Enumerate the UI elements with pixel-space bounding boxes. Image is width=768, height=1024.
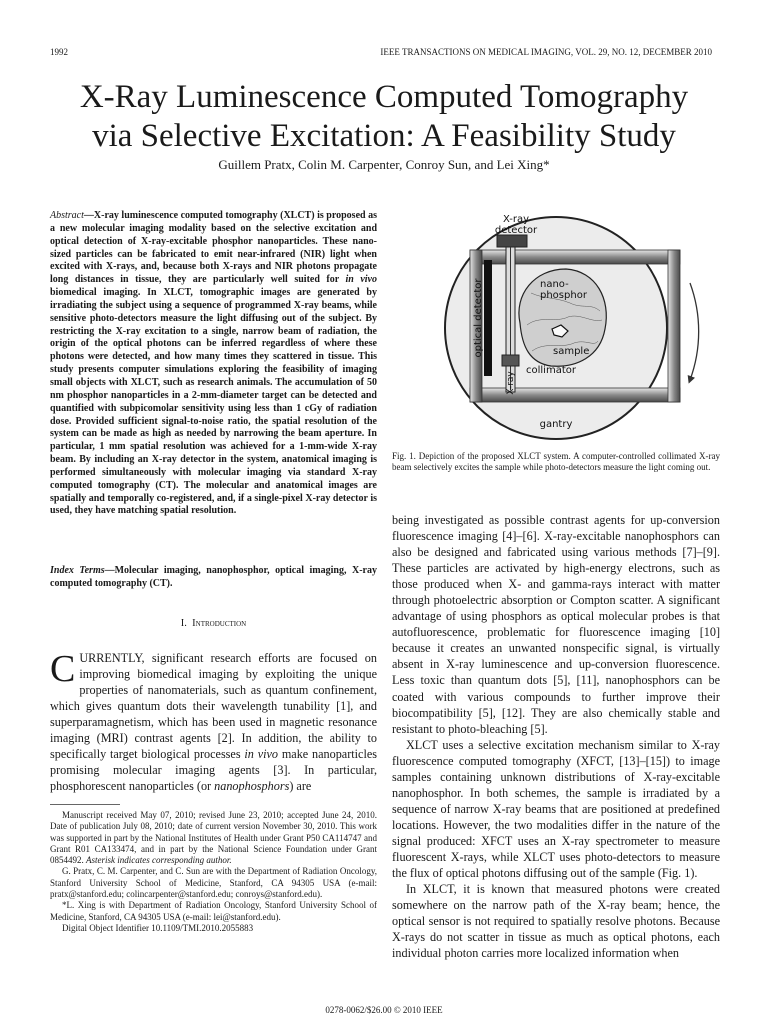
footnote-manuscript — [50, 810, 377, 866]
abstract-label: Abstract — [50, 210, 84, 221]
index-terms — [50, 565, 377, 591]
figure-xlct-system — [428, 205, 728, 440]
index-terms-text: —Molecular imaging, nanophosphor, optical imaging, X-ray computed tomography (CT). — [50, 565, 377, 589]
abstract-in-vivo: in vivo — [345, 274, 377, 286]
footnote-manuscript-text: Manuscript received May 07, 2010; revised June 23, 2010; accepted June 24, 2010. Date of publication July 08, 2010; date of current version November 30, 2010. This work was supported in part by the National Institutes of Health under Grant P50 CA114747 and Grant R01 CA133474, and in part by the National Science Foundation under Grant 0854492. — [50, 810, 377, 866]
optical-detector-panel — [484, 260, 492, 376]
fig-label-xray-beam: X-ray — [506, 371, 516, 395]
page-number: 1992 — [50, 47, 68, 57]
title-line-1: X-Ray Luminescence Computed Tomography — [79, 79, 689, 115]
fig-label-sample: sample — [553, 346, 590, 357]
abstract — [50, 210, 377, 518]
section-number: I. — [180, 618, 187, 629]
footnote-corresponding: *L. Xing is with Department of Radiation Oncology, Stanford University School of Medicine, Stanford, CA 94305 USA (e-mail: lei@stanford.edu). — [50, 900, 377, 922]
right-paragraph-1: being investigated as possible contrast agents for up-conversion fluorescence imaging [4]–[6]. X-ray-excitable nanophosphors can also be designed and fabricated using various methods [7]–[9]. These particles are activated by high-energy electrons, such as those produced when X- and gamma-rays interact with matter through photoelectric absorption or Compton scatter. A significant advantage of using phosphors as optical molecular probes is that autofluorescence, problematic for fluorescence imaging [10] because it creates an unwanted nonspecific signal, is virtually absent in X-ray luminescence and up-conversion fluorescence. Less toxic than quantum dots [5], [11], nanophosphors can be coated with various compounds to further improve their biocompatibility [5], [12]. They are also chemically stable and resistant to photo-bleaching [5]. — [392, 513, 720, 736]
right-paragraph-2: XLCT uses a selective excitation mechanism similar to X-ray fluorescence computed tomography (XFCT, [13]–[15]) to image samples containing unknown distributions of X-ray-excitable nanophosphor. In both schemes, the sample is irradiated by a sequence of narrow X-ray beams that are positioned at predefined locations. However, the two modalities differ in the nature of the signal produced: XFCT uses an X-ray spectrometer to measure fluorescent X-rays, while XLCT uses photo-detectors to measure the flux of optical photons diffusing out of the sample (Fig. 1). — [392, 737, 720, 881]
section-first-letter: I — [192, 618, 196, 629]
right-column-text — [392, 512, 720, 961]
intro-caps: URRENTLY, — [79, 651, 145, 665]
intro-text-2: make nanoparticles promising molecular imaging agents [3]. In particular, phosphorescent nanoparticles (or — [50, 747, 377, 794]
intro-text-1: significant research efforts are focused on improving biomedical imaging by exploiting the unique properties of nanomaterials, such as quantum confinement, which gives quantum dots their wavelength tunability [1], and superparamagnetism, which has been used in magnetic resonance imaging (MRI) contrast agents [2]. In addition, the ability to specifically target biological processes — [50, 651, 377, 762]
fig-label-xray-detector-line1: X-ray — [502, 214, 530, 225]
top-bar — [470, 250, 680, 264]
intro-text-3: ) are — [289, 779, 312, 794]
intro-paragraph — [50, 650, 377, 794]
index-terms-label: Index Terms — [50, 565, 105, 576]
abstract-text-2: biomedical imaging. In XLCT, tomographic images are generated by irradiating the subject using a sequence of programmed X-ray beams, while sensitive photo-detectors measure the light diffusing out of the subject. By restricting the X-ray excitation to a single, narrow beam of radiation, the origin of the optical photons can be inferred regardless of where these photons were detected, and how many times they scattered in tissue. This study presents computer simulations exploring the feasibility of imaging small objects with XLCT, such as research animals. The accumulation of 50 nm phosphor nanoparticles in a 2-mm-diameter target can be detected and quantified with subpicomolar sensitivity using less than 1 cGy of radiation dose. Provided sufficient signal-to-noise ratio, the spatial resolution of the system can be made as high as needed by narrowing the beam aperture. In particular, 1 mm spatial resolution was achieved for a 1-mm-wide X-ray beam. By including an X-ray detector in the system, anatomical imaging is performed simultaneously with molecular imaging via standard X-ray computed tomography (CT). The molecular and anatomical images are spatially and temporally co-registered, and, if a single-pixel X-ray detector is used, they have matching spatial resolution. — [50, 287, 377, 517]
rotation-arrow-icon — [690, 283, 699, 380]
right-bar — [668, 250, 680, 402]
author-list: Guillem Pratx, Colin M. Carpenter, Conroy Sun, and Lei Xing* — [218, 157, 550, 172]
title-line-2: via Selective Excitation: A Feasibility Study — [92, 118, 676, 154]
copyright-line: 0278-0062/$26.00 © 2010 IEEE — [325, 1005, 443, 1015]
section-heading-introduction — [50, 618, 377, 629]
fig-label-nanophosphor-line1: nano- — [540, 279, 569, 290]
collimator-block — [502, 355, 519, 366]
section-title-rest: ntroduction — [195, 618, 247, 629]
footnotes — [50, 810, 377, 934]
bottom-bar — [470, 388, 680, 402]
footnote-divider — [50, 804, 120, 805]
caption-text: Depiction of the proposed XLCT system. A computer-controlled collimated X-ray beam selectively excites the sample while photo-detectors measure the light coming out. — [392, 451, 720, 473]
drop-cap: C — [50, 648, 76, 690]
journal-header: IEEE TRANSACTIONS ON MEDICAL IMAGING, VOL. 29, NO. 12, DECEMBER 2010 — [380, 47, 712, 57]
xray-detector-block — [497, 235, 527, 247]
caption-label: Fig. 1. — [392, 451, 416, 461]
footnote-doi: Digital Object Identifier 10.1109/TMI.2010.2055883 — [62, 922, 254, 933]
right-paragraph-3: In XLCT, it is known that measured photons were created somewhere on the narrow path of the X-ray beam; hence, the optical sensor is not required to spatially resolve photons. Because X-rays do not scatter in tissue as much as optical photons, each individual photon carries more localized information when — [392, 882, 720, 961]
fig-label-collimator: collimator — [526, 365, 576, 376]
fig-label-optical-detector: optical detector — [473, 278, 484, 358]
intro-nanophosphors: nanophosphors — [214, 779, 290, 794]
fig-label-gantry: gantry — [539, 419, 573, 430]
fig-label-xray-detector-line2: detector — [494, 225, 538, 236]
paper-title — [40, 78, 728, 156]
fig-label-nanophosphor-line2: phosphor — [540, 290, 587, 301]
footnote-affiliation: G. Pratx, C. M. Carpenter, and C. Sun are with the Department of Radiation Oncology, Stanford University School of Medicine, Stanford, CA 94305 USA (e-mail: pratx@stanford.edu; colincarpenter@stanford.edu; conroys@stanford.edu). — [50, 866, 377, 900]
abstract-text-1: —X-ray luminescence computed tomography (XLCT) is proposed as a new molecular imaging modality based on the selective excitation and optical detection of X-ray-excitable phosphor nanoparticles. These nano-sized particles can be fabricated to emit near-infrared (NIR) light when excited with X-rays, and, because both X-rays and NIR photons propagate long distances in tissue, they are particularly well suited for — [50, 210, 377, 286]
footnote-corresponding-note: Asterisk indicates corresponding author. — [86, 855, 232, 866]
intro-in-vivo: in vivo — [244, 747, 278, 762]
figure-caption — [392, 451, 720, 473]
